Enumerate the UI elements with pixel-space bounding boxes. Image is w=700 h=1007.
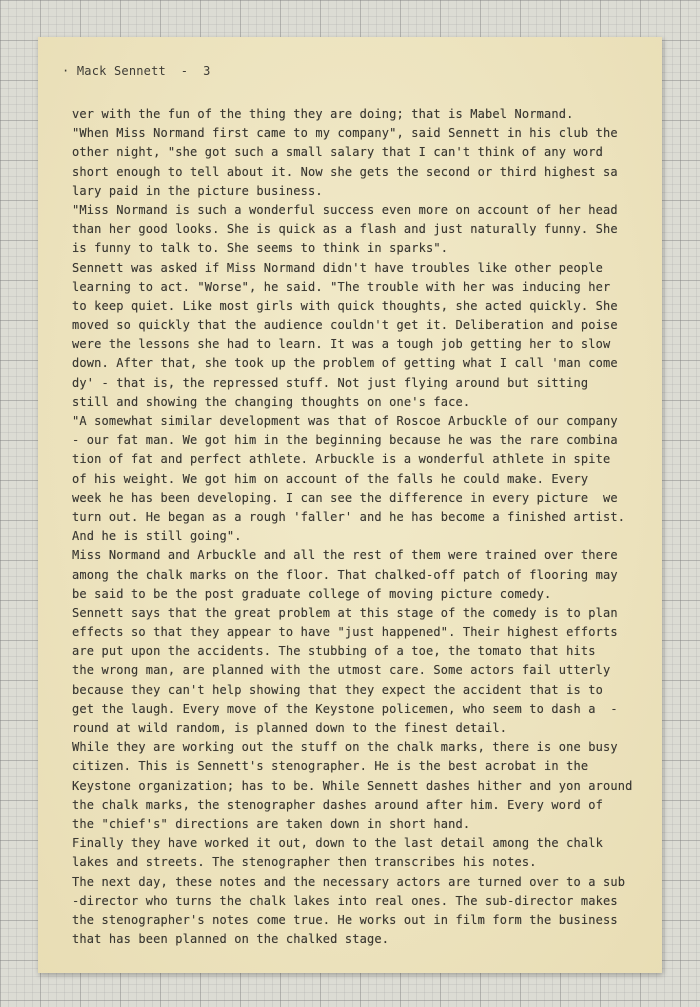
text-line: Finally they have worked it out, down to the last detail among the chalk (72, 836, 603, 851)
text-line: While they are working out the stuff on the chalk marks, there is one busy (72, 740, 618, 755)
text-line: moved so quickly that the audience couldn't get it. Deliberation and poise (72, 318, 618, 333)
text-line: of his weight. We got him on account of the falls he could make. Every (72, 471, 589, 486)
text-line: lakes and streets. The stenographer then transcribes his notes. (72, 855, 537, 870)
text-line: down. After that, she took up the problem of getting what I call 'man come (72, 356, 618, 371)
text-line: "When Miss Normand first came to my company", said Sennett in his club the (72, 126, 618, 141)
text-line: Sennett was asked if Miss Normand didn't have troubles like other people (72, 260, 603, 275)
text-line: short enough to tell about it. Now she gets the second or third highest sa (72, 164, 618, 179)
page-header: · Mack Sennett - 3 (62, 64, 211, 78)
text-line: Keystone organization; has to be. While Sennett dashes hither and yon around (72, 778, 633, 793)
text-line: week he has been developing. I can see the difference in every picture we (72, 490, 618, 505)
page-body (72, 105, 656, 949)
text-line: "A somewhat similar development was that of Roscoe Arbuckle of our company (72, 414, 618, 428)
text-line: that has been planned on the chalked stage. (72, 932, 390, 947)
text-line: dy' - that is, the repressed stuff. Not just flying around but sitting (72, 375, 589, 390)
text-line: tion of fat and perfect athlete. Arbuckle is a wonderful athlete in spite (72, 452, 611, 467)
text-line: are put upon the accidents. The stubbing of a toe, the tomato that hits (72, 644, 596, 659)
text-line: be said to be the post graduate college of moving picture comedy. (72, 586, 552, 601)
text-line: lary paid in the picture business. (72, 183, 323, 198)
text-line: Sennett says that the great problem at this stage of the comedy is to plan (72, 605, 618, 620)
typewritten-page (38, 37, 662, 973)
text-line: still and showing the changing thoughts on one's face. (72, 394, 471, 409)
text-line: - our fat man. We got him in the beginning because he was the rare combina (72, 433, 618, 448)
text-line: other night, "she got such a small salary that I can't think of any word (72, 145, 603, 160)
text-line: the chalk marks, the stenographer dashes around after him. Every word of (72, 797, 603, 812)
text-line: round at wild random, is planned down to the finest detail. (72, 721, 508, 735)
text-line: effects so that they appear to have "just happened". Their highest efforts (72, 625, 618, 640)
text-line: is funny to talk to. She seems to think in sparks". (72, 241, 449, 256)
text-line: And he is still going". (72, 529, 242, 544)
text-line: the stenographer's notes come true. He works out in film form the business (72, 912, 618, 927)
text-line: get the laugh. Every move of the Keystone policemen, who seem to dash a - (72, 701, 618, 716)
text-line: the "chief's" directions are taken down in short hand. (72, 816, 471, 831)
text-line: than her good looks. She is quick as a flash and just naturally funny. She (72, 222, 618, 237)
text-line: to keep quiet. Like most girls with quick thoughts, she acted quickly. She (72, 298, 618, 313)
text-line: ver with the fun of the thing they are doing; that is Mabel Normand. (72, 107, 574, 121)
text-line: "Miss Normand is such a wonderful success even more on account of her head (72, 202, 618, 217)
text-line: -director who turns the chalk lakes into real ones. The sub-director makes (72, 893, 618, 908)
text-line: the wrong man, are planned with the utmost care. Some actors fail utterly (72, 663, 611, 678)
text-line: among the chalk marks on the floor. That chalked-off patch of flooring may (72, 567, 618, 582)
text-line: were the lessons she had to learn. It was a tough job getting her to slow (72, 337, 611, 352)
text-line: The next day, these notes and the necessary actors are turned over to a sub (72, 874, 626, 889)
text-line: because they can't help showing that they expect the accident that is to (72, 682, 603, 697)
text-line: learning to act. "Worse", he said. "The trouble with her was inducing her (72, 279, 611, 294)
text-line: Miss Normand and Arbuckle and all the rest of them were trained over there (72, 548, 618, 563)
text-line: turn out. He began as a rough 'faller' and he has become a finished artist. (72, 509, 626, 524)
text-line: citizen. This is Sennett's stenographer. He is the best acrobat in the (72, 759, 589, 774)
